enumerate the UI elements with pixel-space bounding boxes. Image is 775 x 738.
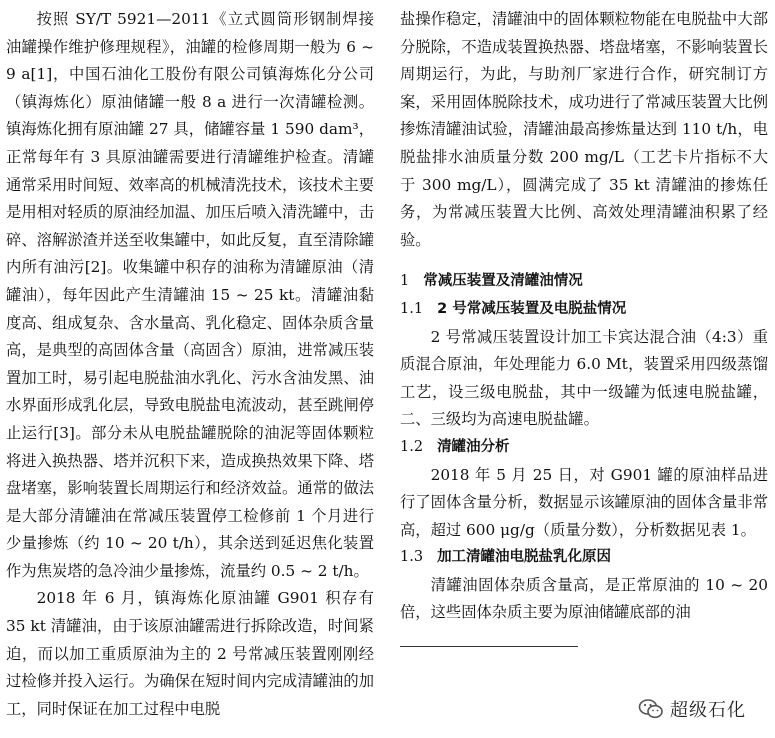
subsection-title: 2 号常减压装置及电脱盐情况 <box>437 300 627 317</box>
body-paragraph: 按照 SY/T 5921—2011《立式圆筒形钢制焊接油罐操作维护修理规程》，油罐的检修周期一般为 6 ~ 9 a[1]，中国石油化工股份有限公司镇海炼化分公司（镇海炼化）原油储罐一般 8 a 进行一次清罐检测。镇海炼化拥有原油罐 27 具，储罐容量 1 590 dam³，正常每年有 3 具原油罐需要进行清罐维护检查。清罐通常采用时间短、效率高的机械清洗技术，该技术主要是用相对轻质的原油经加温、加压后喷入清洗罐中，击碎、溶解淤渣并送至收集罐中，如此反复，直至清除罐内所有油污[2]。收集罐中积存的油称为清罐原油（清罐油），每年因此产生清罐油 15 ~ 25 kt。清罐油黏度高、组成复杂、含水量高、乳化稳定、固体杂质含量高，是典型的高固体含量（高固含）原油，进常减压装置加工时，易引起电脱盐油水乳化、污水含油发黑、油水界面形成乳化层，导致电脱盐电流波动，甚至跳闸停止运行[3]。部分未从电脱盐罐脱除的油泥等固体颗粒将进入换热器、塔并沉积下来，造成换热效果下降、塔盘堵塞，影响装置长周期运行和经济效益。通常的做法是大部分清罐油在常减压装置停工检修前 1 个月进行少量掺炼（约 10 ~ 20 t/h），其余送到延迟焦化装置作为焦炭塔的急冷油少量掺炼，流量约 0.5 ~ 2 t/h。 <box>6 10 374 580</box>
wechat-icon <box>638 696 664 722</box>
body-paragraph: 2 号常减压装置设计加工卡宾达混合油（4:3）重质混合原油，年处理能力 6.0 Mt，装置采用四级蒸馏工艺，设三级电脱盐，其中一级罐为低速电脱盐罐，二、三级均为高速电脱盐罐。 <box>400 327 768 429</box>
subsection-title: 加工清罐油电脱盐乳化原因 <box>437 549 612 566</box>
subsection-heading <box>400 544 768 572</box>
watermark-text: 超级石化 <box>670 700 746 721</box>
subsection-heading <box>400 296 768 324</box>
subsection-number: 1.3 <box>400 549 424 566</box>
section-number: 1 <box>400 273 410 290</box>
body-paragraph-continued: 盐操作稳定，清罐油中的固体颗粒物能在电脱盐中大部分脱除，不造成装置换热器、塔盘堵塞，不影响装置长周期运行，为此，与助剂厂家进行合作，研究制订方案，采用固体脱除技术，成功进行了常减压装置大比例掺炼清罐油试验，清罐油最高掺炼量达到 110 t/h，电脱盐排水油质量分数 200 mg/L（工艺卡片指标不大于 300 mg/L），圆满完成了 35 kt 清罐油的掺炼任务，为常减压装置大比例、高效处理清罐油积累了经验。 <box>400 10 768 249</box>
subsection-heading <box>400 434 768 462</box>
body-paragraph: 2018 年 5 月 25 日，对 G901 罐的原油样品进行了固体含量分析，数据显示该罐原油的固体含量非常高，超过 600 μg/g（质量分数），分析数据见表 1。 <box>400 465 768 539</box>
text-underline <box>400 646 578 647</box>
body-paragraph: 清罐油固体杂质含量高，是正常原油的 10 ~ 20 倍，这些固体杂质主要为原油储罐底部的油 <box>400 575 768 622</box>
body-paragraph: 2018 年 6 月，镇海炼化原油罐 G901 积存有 35 kt 清罐油，由于该原油罐需进行拆除改造，时间紧迫，而以加工重质原油为主的 2 号常减压装置刚刚经过检修并投入运行。为确保在短时间内完成清罐油的加工，同时保证在加工过程中电脱 <box>6 589 374 718</box>
section-heading <box>400 268 768 296</box>
subsection-number: 1.2 <box>400 438 424 455</box>
right-column <box>400 6 768 627</box>
subsection-title: 清罐油分析 <box>437 438 510 455</box>
section-gap <box>400 254 768 268</box>
subsection-number: 1.1 <box>400 300 424 317</box>
left-column <box>6 6 374 723</box>
section-title: 常减压装置及清罐油情况 <box>423 273 583 290</box>
watermark <box>634 692 752 726</box>
